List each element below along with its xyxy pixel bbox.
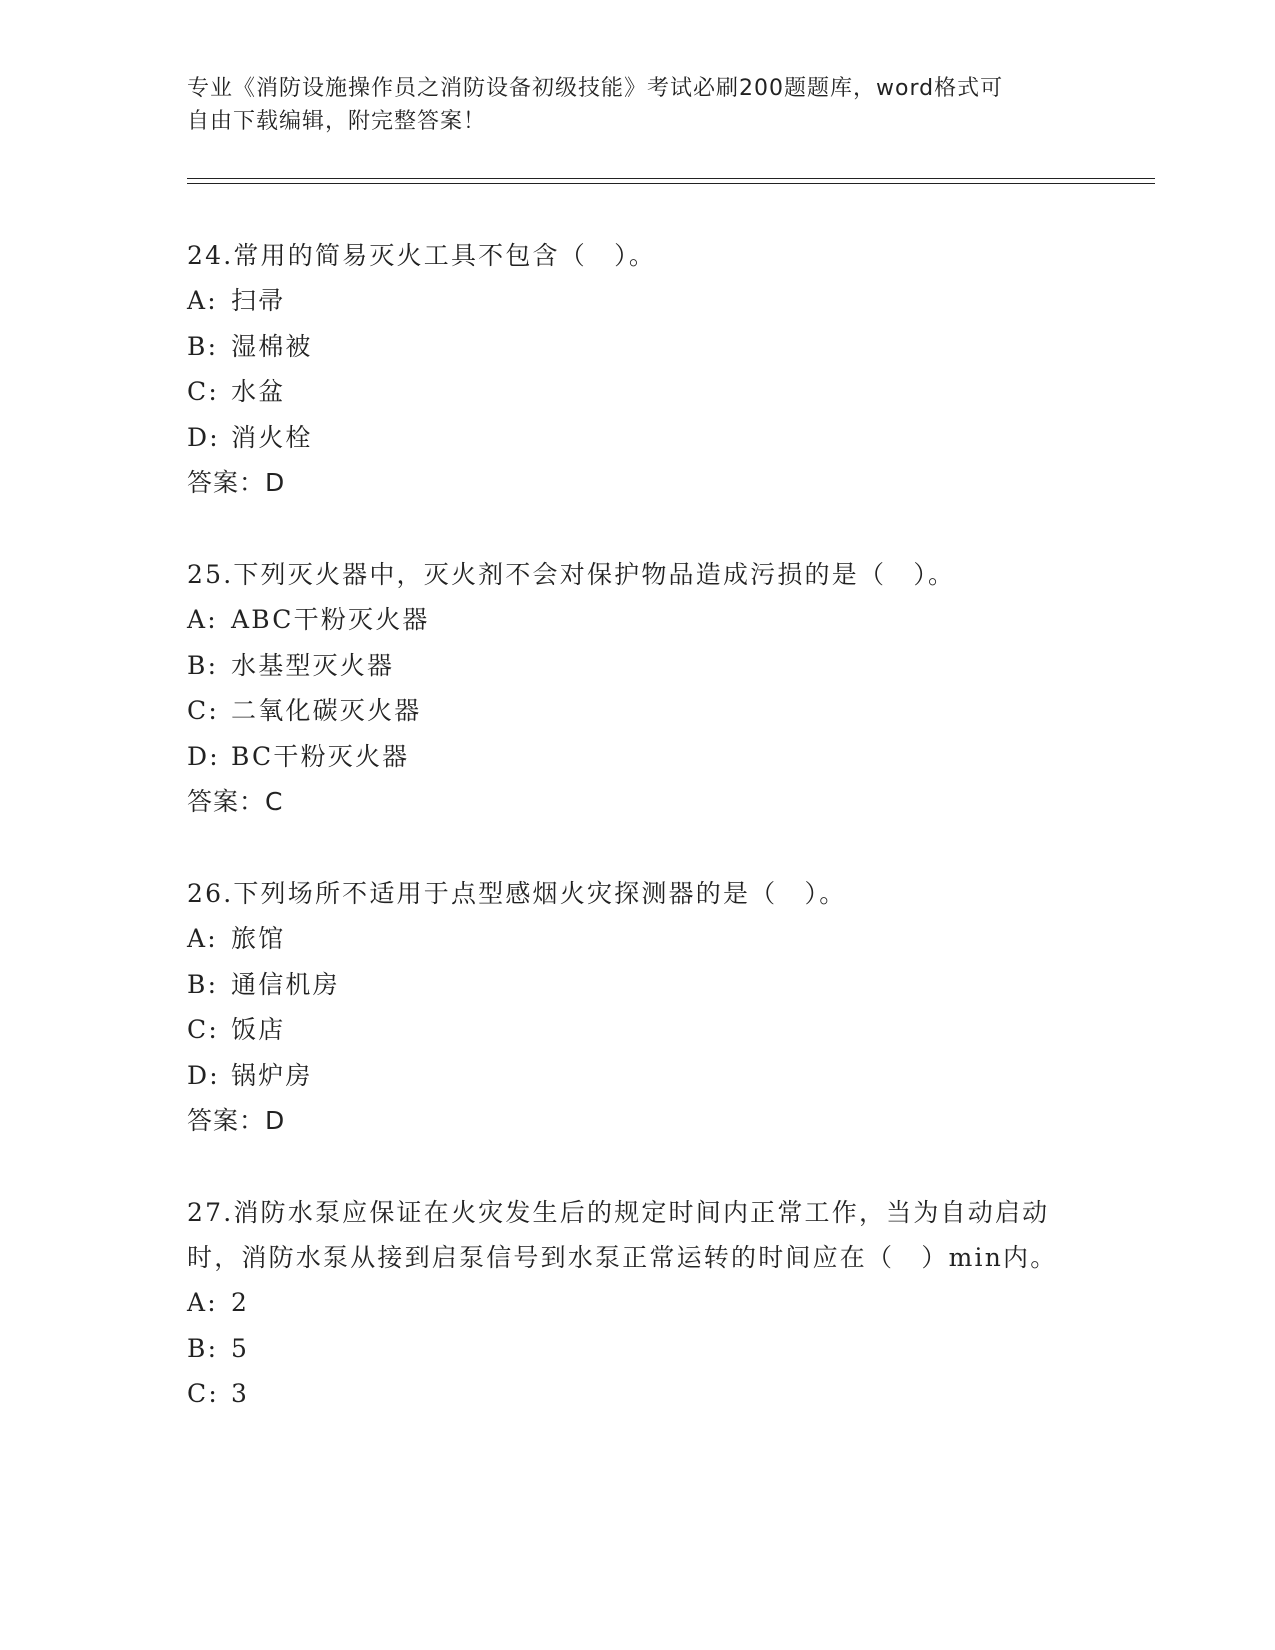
option-c <box>187 1371 1087 1417</box>
option-b <box>187 643 1087 689</box>
document-header <box>187 72 1087 138</box>
option-letter: B: <box>187 969 219 999</box>
answer-line: 答案：C <box>187 787 284 816</box>
question-stem: 27.消防水泵应保证在火灾发生后的规定时间内正常工作，当为自动启动时，消防水泵从接到启泵信号到水泵正常运转的时间应在（ ）min内。 <box>187 1198 1058 1272</box>
option-text: 消火栓 <box>231 422 313 452</box>
option-text: 水盆 <box>231 377 286 406</box>
option-text: 扫帚 <box>231 286 286 315</box>
option-text: BC干粉灭火器 <box>231 741 410 771</box>
answer-line: 答案：D <box>187 468 286 497</box>
option-d <box>187 415 1087 461</box>
option-a <box>187 278 1087 324</box>
option-d <box>187 734 1087 780</box>
option-letter: A: <box>187 605 218 634</box>
option-a <box>187 597 1087 643</box>
option-text: 水基型灭火器 <box>231 650 395 680</box>
option-b <box>187 962 1087 1008</box>
option-text: 旅馆 <box>231 924 286 953</box>
option-text: 5 <box>231 1333 250 1363</box>
option-letter: C: <box>187 1379 219 1408</box>
option-letter: B: <box>187 1333 219 1363</box>
option-text: 二氧化碳灭火器 <box>231 696 422 725</box>
question-25 <box>187 552 1087 825</box>
option-letter: D: <box>187 741 220 771</box>
option-text: ABC干粉灭火器 <box>231 605 430 634</box>
header-line-1: 专业《消防设施操作员之消防设备初级技能》考试必刷200题题库，word格式可 <box>187 76 1004 101</box>
option-letter: C: <box>187 377 219 406</box>
option-a <box>187 1280 1087 1326</box>
option-c <box>187 1007 1087 1053</box>
option-letter: D: <box>187 1060 220 1090</box>
question-27 <box>187 1190 1087 1417</box>
option-letter: B: <box>187 650 219 680</box>
header-divider-top <box>187 178 1155 179</box>
option-b <box>187 324 1087 370</box>
question-26 <box>187 871 1087 1144</box>
option-letter: A: <box>187 1288 218 1317</box>
option-letter: B: <box>187 331 219 361</box>
option-a <box>187 916 1087 962</box>
question-24 <box>187 233 1087 506</box>
option-c <box>187 688 1087 734</box>
option-text: 2 <box>231 1288 250 1317</box>
option-c <box>187 369 1087 415</box>
option-letter: D: <box>187 422 220 452</box>
option-letter: A: <box>187 924 218 953</box>
option-text: 饭店 <box>231 1015 286 1044</box>
header-line-2: 自由下载编辑，附完整答案！ <box>187 109 487 134</box>
option-letter: A: <box>187 286 218 315</box>
question-stem: 24.常用的简易灭火工具不包含（ ）。 <box>187 241 657 270</box>
option-letter: C: <box>187 696 219 725</box>
option-text: 湿棉被 <box>231 331 313 361</box>
header-divider-bottom <box>187 183 1155 184</box>
answer-line: 答案：D <box>187 1106 286 1135</box>
option-text: 锅炉房 <box>231 1060 313 1090</box>
question-stem: 26.下列场所不适用于点型感烟火灾探测器的是（ ）。 <box>187 879 847 908</box>
option-text: 通信机房 <box>231 969 340 999</box>
option-letter: C: <box>187 1015 219 1044</box>
question-stem: 25.下列灭火器中，灭火剂不会对保护物品造成污损的是（ ）。 <box>187 560 956 589</box>
option-b <box>187 1326 1087 1372</box>
option-text: 3 <box>231 1379 250 1408</box>
option-d <box>187 1053 1087 1099</box>
